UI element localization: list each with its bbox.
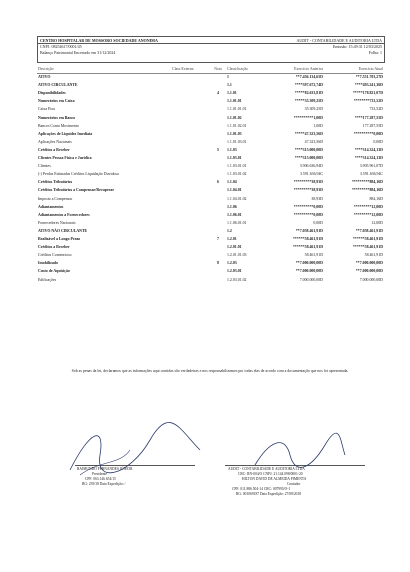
col-previous: Exercício Anterior	[294, 67, 323, 71]
row-classification: 1.1.01.02	[227, 115, 242, 120]
row-previous-value: 58.461,91D	[304, 253, 323, 258]
row-classification: 1.1.01.01	[227, 99, 242, 104]
row-previous-value: 3.906.636,94D	[299, 164, 323, 169]
row-previous-value: ****315.000,00D	[294, 156, 323, 160]
row-classification: 1.2.01	[227, 237, 237, 241]
row-description: ATIVO	[38, 75, 51, 79]
row-description: ATIVO NÃO CIRCULANTE	[38, 228, 88, 233]
row-description: Clientes	[38, 164, 51, 169]
declaration-text: Sob as penas da lei, declaramos que as informações aqui contidas são verdadeiras e nos responsabilizamos por todas elas de acordo com a documentação que nos foi apresentada.	[71, 369, 349, 373]
row-previous-value: 47.323,56D	[304, 139, 323, 144]
row-previous-value: **********0,00D	[293, 212, 323, 217]
row-previous-value: 35.309,25D	[304, 107, 323, 112]
table-row	[37, 268, 383, 275]
row-current-value: 7.000.000,00D	[359, 277, 383, 282]
row-description: Bancos Conta Movimento	[38, 123, 79, 128]
right-signer-company: AUDIT - CONTABILIDADE E AUDITORIA LTDA	[228, 467, 305, 471]
row-classification: 1.1.04.01.02	[227, 196, 247, 201]
row-current-value: 0,00D	[373, 139, 383, 144]
table-header-row	[37, 66, 383, 74]
row-description: (-) Perdas Estimadas Créditos Liquidação Duvidosa	[38, 172, 119, 177]
issue-date: Emissão: 15:49:31 12/03/2025	[332, 44, 382, 49]
row-classification: 1.1.03.01	[227, 156, 242, 160]
table-row	[37, 139, 383, 146]
row-classification: 1.1.03	[227, 147, 237, 152]
row-previous-value: **7.000.000,00D	[295, 269, 323, 274]
row-previous-value: **********0,00D	[293, 204, 323, 209]
row-description: Edificações	[38, 277, 57, 282]
table-row	[37, 90, 383, 97]
row-previous-value: *****35.309,25D	[294, 99, 323, 104]
table-row	[37, 277, 383, 284]
row-classification: 1.2	[227, 228, 232, 233]
table-row	[37, 82, 383, 89]
row-previous-value: **********1,00D	[293, 115, 323, 120]
row-classification: 1.1.01.02.01	[227, 123, 247, 128]
table-row	[37, 220, 383, 227]
accountant-name: AUDIT - CONTABILIDADE E AUDITORIA LTDA	[296, 37, 382, 43]
row-current-value: 12,00D	[371, 220, 383, 225]
row-classification: 1.1	[227, 83, 232, 88]
row-current-value: **7.058.461,91D	[355, 228, 383, 233]
table-row	[37, 212, 383, 219]
row-current-value: 58.461,91D	[364, 253, 383, 258]
row-previous-value: ****397.672,74D	[294, 83, 323, 88]
right-signer-name: HILTON DAVID DE ALMEIDA PIMENTA	[242, 477, 307, 481]
table-row	[37, 179, 383, 186]
row-classification: 1	[227, 75, 229, 79]
row-current-value: **********0,00D	[353, 131, 383, 136]
left-signer-name: RAIMUNDO FERNANDES JÚNIOR	[77, 467, 133, 471]
row-classification: 1.2.01.01.03	[227, 253, 247, 258]
row-current-value: 3.905.961,07D	[359, 164, 383, 169]
row-classification: 1.1.01.01.01	[227, 107, 247, 112]
col-classification: Classificação	[227, 67, 248, 71]
col-external: Class Externa	[172, 67, 194, 71]
row-description: Créditos a Receber	[38, 245, 70, 250]
row-note: 8	[217, 261, 219, 266]
row-classification: 1.1.01.03.01	[227, 139, 247, 144]
row-description: Imobilizado	[38, 261, 58, 266]
row-current-value: *********884,16D	[351, 180, 383, 185]
row-classification: 1.2.03.01	[227, 269, 242, 274]
row-current-value: ****493.241,36D	[354, 83, 383, 88]
right-signer-role: Contador	[287, 482, 301, 486]
row-current-value: **7.551.703,27D	[355, 75, 383, 79]
table-row	[37, 155, 383, 162]
table-row	[37, 187, 383, 194]
row-current-value: 177.287,55D	[362, 123, 383, 128]
row-description: Fornecedores Nacionais	[38, 220, 76, 225]
row-current-value: *********12,00D	[353, 212, 383, 217]
col-note: Nota	[214, 67, 222, 71]
row-description: ATIVO CIRCULANTE	[38, 83, 78, 88]
table-row	[37, 260, 383, 267]
table-row	[37, 252, 383, 259]
row-classification: 1.1.04.01	[227, 188, 242, 193]
row-description: Imposto a Compensar	[38, 196, 73, 201]
row-note: 7	[217, 237, 219, 241]
left-handwritten-signature	[60, 420, 210, 485]
row-previous-value: **7.058.461,91D	[295, 228, 323, 233]
row-current-value: ********733,52D	[353, 99, 383, 104]
row-previous-value: 7.000.000,00D	[299, 277, 323, 282]
right-signer-cpf: CPF: 011.886.504-14 CRC: 007995/O-1	[232, 487, 291, 491]
row-description: Custo de Aquisição	[38, 269, 70, 274]
table-row	[37, 236, 383, 243]
row-description: Créditos Tributários a Compensar/Recuperar	[38, 188, 115, 193]
row-classification: 1.2.03.01.02	[227, 277, 247, 282]
row-previous-value: 1,00D	[313, 123, 323, 128]
col-description: Descrição	[38, 67, 54, 71]
table-row	[37, 244, 383, 251]
row-current-value: ****314.324,13D	[354, 147, 383, 152]
table-row	[37, 115, 383, 122]
table-row	[37, 171, 383, 178]
row-description: Adiantamentos a Fornecedores	[38, 212, 90, 217]
row-description: Créditos Tributários	[38, 180, 73, 185]
row-note: 5	[217, 147, 219, 152]
row-description: Adiantamentos	[38, 204, 64, 209]
row-classification: 1.1.06	[227, 204, 237, 209]
row-previous-value: ******58.461,91D	[292, 237, 323, 241]
right-signer-crc: CRC: RN-004/O CNPJ: 21.144.098/0001-20	[238, 472, 303, 476]
page-number: Folha: 1	[368, 49, 382, 55]
row-current-value: *********12,00D	[353, 204, 383, 209]
table-row	[37, 147, 383, 154]
table-row	[37, 163, 383, 170]
row-classification: 1.1.04	[227, 180, 237, 185]
row-classification: 1.1.06.01.01	[227, 220, 247, 225]
row-previous-value: *****82.633,81D	[294, 91, 323, 96]
row-previous-value: **7.456.134,65D	[295, 75, 323, 79]
row-current-value: *****178.821,07D	[352, 91, 383, 96]
balance-title: Balanço Patrimonial Encerrado em 31/12/2024	[40, 49, 116, 55]
row-description: Disponibilidades	[38, 91, 66, 96]
table-row	[37, 106, 383, 113]
table-row	[37, 98, 383, 105]
row-previous-value: 38,93D	[311, 196, 323, 201]
table-row	[37, 228, 383, 235]
row-description: Numerários em Caixa	[38, 99, 75, 104]
row-description: Realizável a Longo Prazo	[38, 237, 81, 241]
row-classification: 1.1.03.01.02	[227, 172, 247, 177]
row-classification: 1.2.03	[227, 261, 237, 266]
row-description: Caixa Fixo	[38, 107, 56, 112]
table-row	[37, 131, 383, 138]
table-row	[37, 204, 383, 211]
row-previous-value: *********38,93D	[293, 180, 323, 185]
right-signer-rg: RG: 001069187 Data Expedição: 27/08/2018	[236, 492, 302, 496]
table-row	[37, 123, 383, 130]
row-previous-value: **7.000.000,00D	[295, 261, 323, 266]
row-classification: 1.1.03.01.01	[227, 164, 247, 169]
row-current-value: ****177.287,55D	[354, 115, 383, 120]
left-signer-role: Presidente	[92, 472, 107, 476]
row-description: Créditos a Receber	[38, 147, 70, 152]
company-cnpj: CNPJ: 08254617/0001/45	[40, 44, 82, 49]
row-description: Aplicações de Liquidez Imediata	[38, 131, 93, 136]
row-previous-value: 0,00D	[313, 220, 323, 225]
row-classification: 1.1.06.01	[227, 212, 242, 217]
row-previous-value: *****47.323,56D	[294, 131, 323, 136]
row-current-value: **7.000.000,00D	[355, 261, 383, 266]
row-current-value: ****314.324,13D	[354, 156, 383, 160]
table-row	[37, 196, 383, 203]
row-description: Aplicações Nacionais	[38, 139, 72, 144]
row-classification: 1.1.01.03	[227, 131, 242, 136]
row-current-value: ******58.461,91D	[352, 237, 383, 241]
row-description: Numerários em Banco	[38, 115, 76, 120]
col-current: Exercício Atual	[358, 67, 383, 71]
table-row	[37, 74, 383, 81]
row-previous-value: ****315.000,00D	[294, 147, 323, 152]
row-current-value: *********884,16D	[351, 188, 383, 193]
left-signer-rg: RG: 239/18 Data Expedição: /	[82, 482, 126, 486]
company-name: CENTRO HOSPITALAR DE MOSSORO SOCIEDADE ANONIMA	[40, 37, 158, 43]
report-header	[37, 36, 385, 63]
left-signer-cpf: CPF: 063.146.654/15	[85, 477, 116, 481]
row-previous-value: 3.591.636,94C	[299, 172, 323, 177]
row-description: Créditos Contencioso	[38, 253, 72, 258]
row-previous-value: *********38,93D	[293, 188, 323, 193]
row-current-value: ******58.461,91D	[352, 245, 383, 250]
row-current-value: 3.591.636,94C	[359, 172, 383, 177]
row-description: Clientes Pessoa Física e Jurídica	[38, 156, 92, 160]
row-current-value: 884,16D	[369, 196, 383, 201]
row-classification: 1.1.01	[227, 91, 237, 96]
row-classification: 1.2.01.01	[227, 245, 242, 250]
row-previous-value: ******58.461,91D	[292, 245, 323, 250]
row-note: 6	[217, 180, 219, 185]
row-note: 4	[217, 91, 219, 96]
row-current-value: 733,52D	[369, 107, 383, 112]
row-current-value: **7.000.000,00D	[355, 269, 383, 274]
